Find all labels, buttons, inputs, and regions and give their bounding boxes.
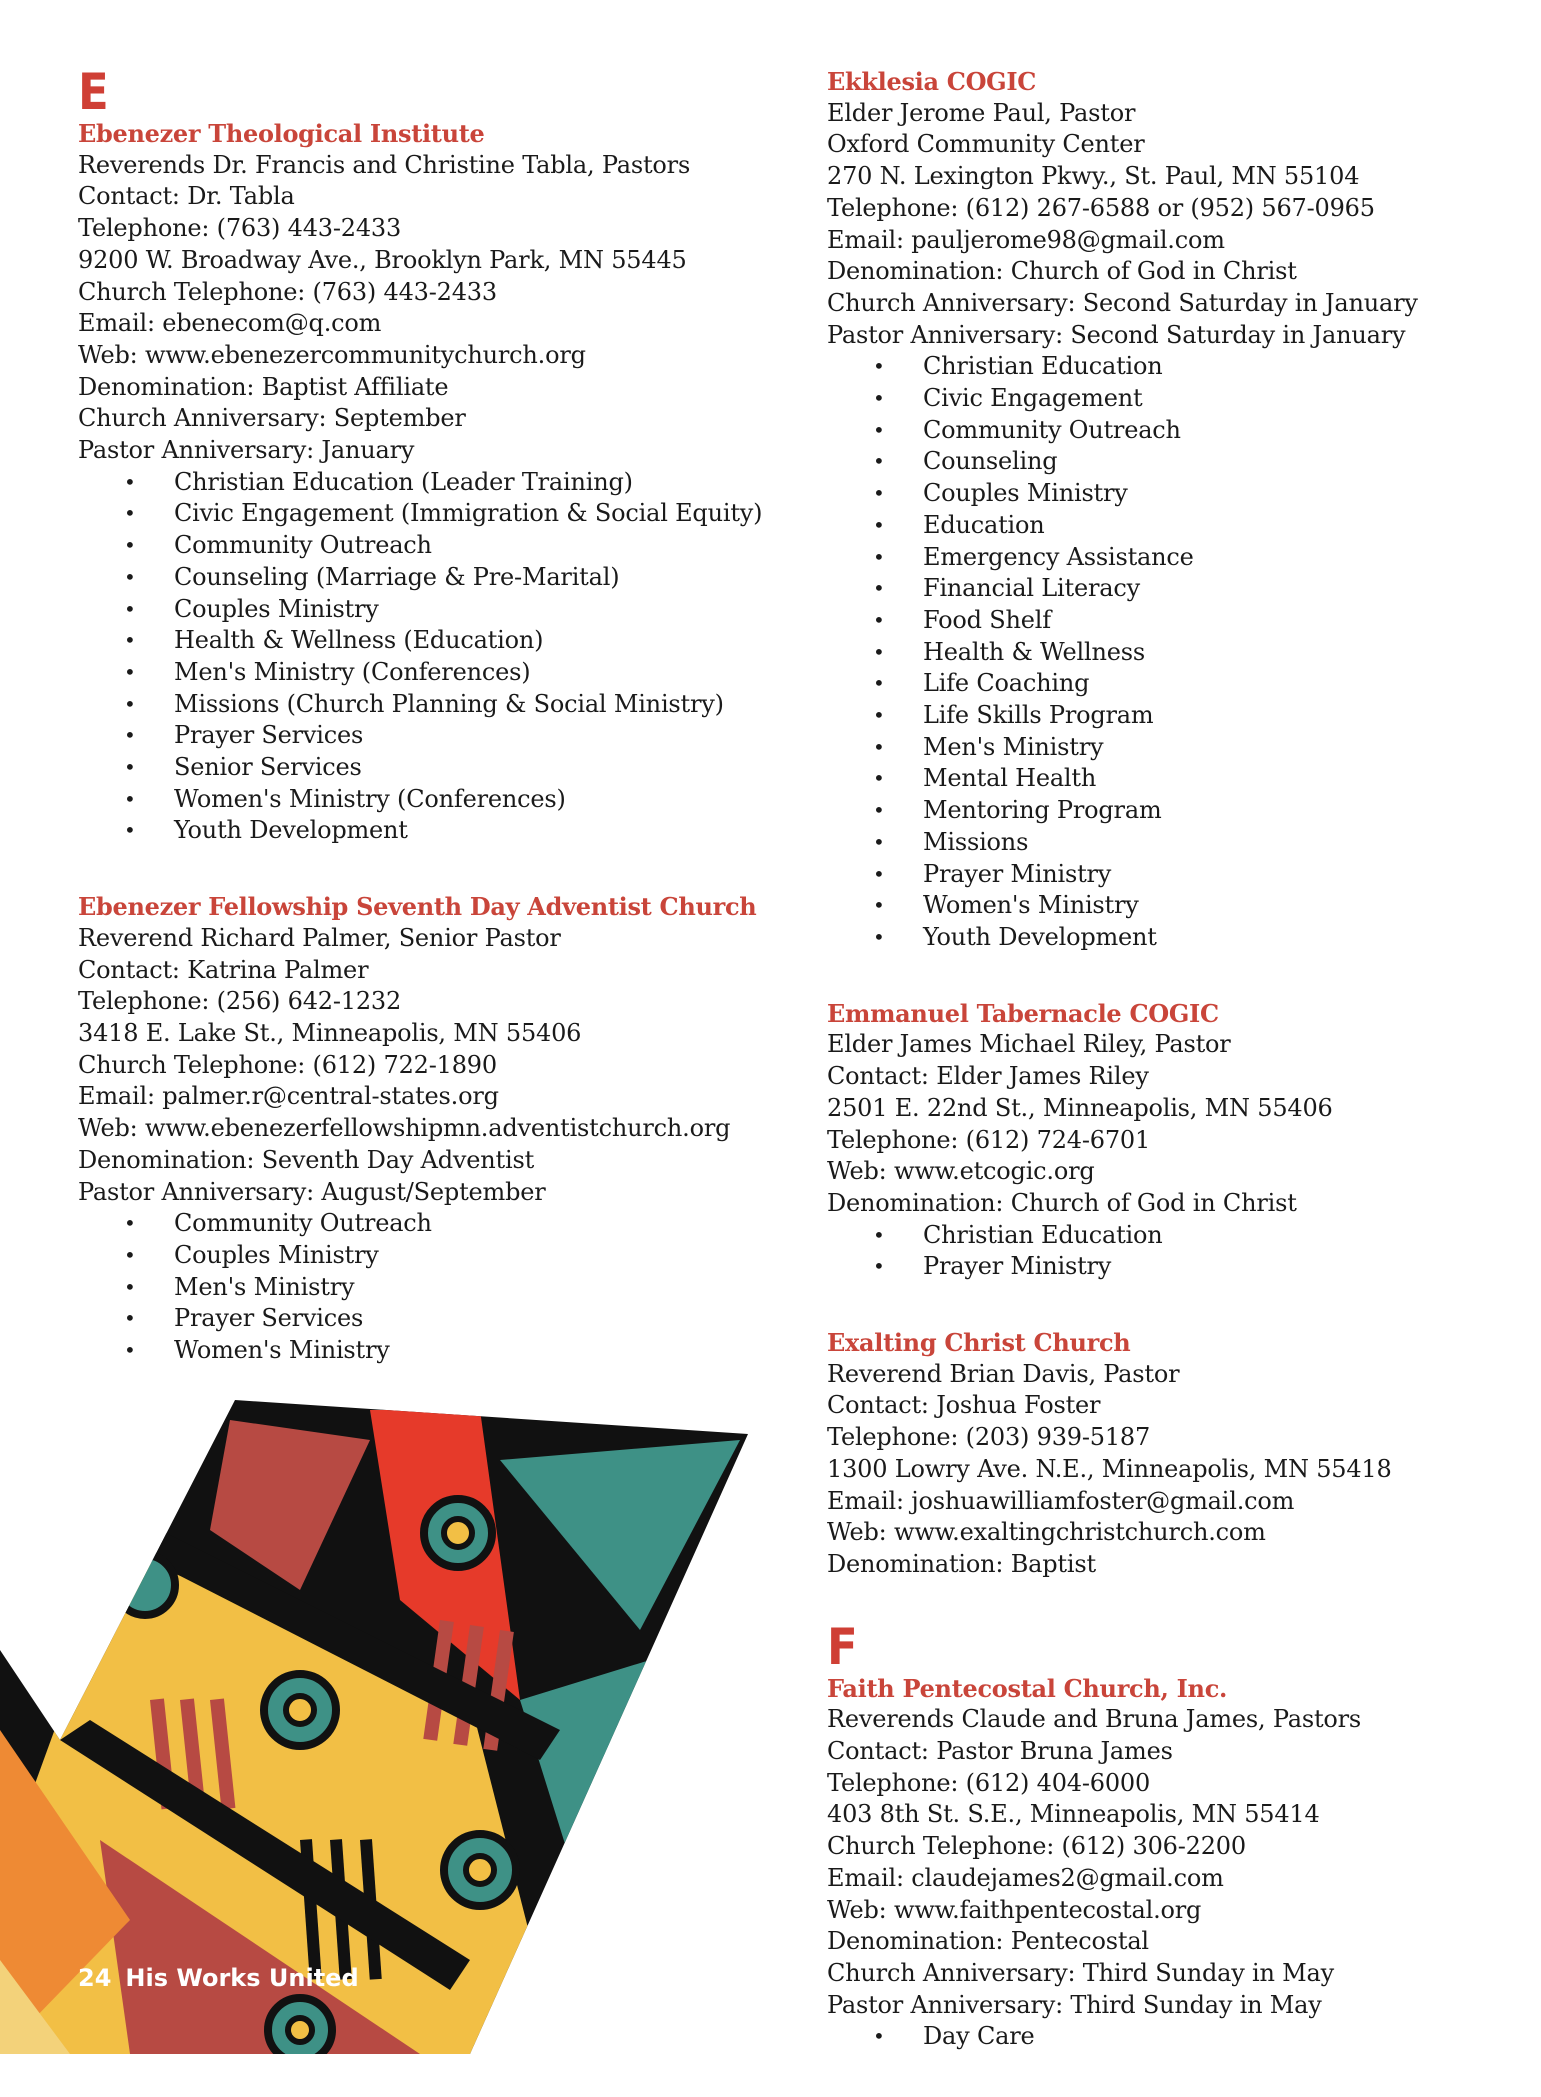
ministry-item: • Couples Ministry [78, 1240, 758, 1272]
entry-detail-line: Email: claudejames2@gmail.com [827, 1863, 1224, 1892]
entry-detail-line: 403 8th St. S.E., Minneapolis, MN 55414 [827, 1800, 1320, 1829]
church-entry [78, 118, 763, 847]
ministry-item: • Youth Development [827, 922, 1507, 954]
ministry-item: • Women's Ministry (Conferences) [78, 784, 758, 816]
ministry-item: • Christian Education (Leader Training) [78, 467, 758, 499]
ministry-item: • Prayer Ministry [827, 859, 1507, 891]
ministry-item: • Life Skills Program [827, 700, 1507, 732]
ministry-item: • Community Outreach [78, 530, 758, 562]
section-letter-f: F [827, 1617, 858, 1676]
entry-detail-line: Email: palmer.r@central-states.org [78, 1082, 499, 1111]
entry-detail-line: Web: www.ebenezercommunitychurch.org [78, 340, 586, 369]
entry-detail-line: Web: www.exaltingchristchurch.com [827, 1518, 1266, 1547]
entry-detail-line: Web: www.ebenezerfellowshipmn.adventistchurch.org [78, 1114, 731, 1143]
entry-detail-line: Contact: Joshua Foster [827, 1391, 1101, 1420]
ministry-item: • Christian Education [827, 1220, 1507, 1252]
section-letter-e: E [78, 63, 109, 121]
entry-detail-line: Contact: Dr. Tabla [78, 182, 295, 211]
ministry-item: • Health & Wellness [827, 637, 1507, 669]
ministry-list [78, 467, 763, 847]
right-entries-e [827, 66, 1507, 1581]
ministry-item: • Civic Engagement (Immigration & Social Equity) [78, 498, 758, 530]
ministry-list [78, 1208, 758, 1367]
ministry-item: • Couples Ministry [827, 478, 1507, 510]
entry-detail-line: 3418 E. Lake St., Minneapolis, MN 55406 [78, 1018, 582, 1047]
church-name: Ebenezer Fellowship Seventh Day Adventist Church [78, 892, 757, 922]
ministry-item: • Missions (Church Planning & Social Ministry) [78, 689, 758, 721]
ministry-item: • Food Shelf [827, 605, 1507, 637]
church-name: Faith Pentecostal Church, Inc. [827, 1673, 1228, 1703]
entry-detail-line: 1300 Lowry Ave. N.E., Minneapolis, MN 55418 [827, 1454, 1392, 1483]
publication-name: His Works United [125, 1964, 359, 1992]
right-entries-f [827, 1673, 1507, 2053]
entry-detail-line: Telephone: (203) 939-5187 [827, 1423, 1151, 1452]
entry-detail-line: Telephone: (612) 404-6000 [827, 1768, 1151, 1797]
entry-detail-line: Telephone: (256) 642-1232 [78, 987, 402, 1016]
ministry-item: • Men's Ministry (Conferences) [78, 657, 758, 689]
left-column [78, 63, 763, 1411]
ministry-item: • Youth Development [78, 815, 758, 847]
ministry-item: • Christian Education [827, 351, 1507, 383]
entry-detail-line: Telephone: (612) 267-6588 or (952) 567-0965 [827, 193, 1375, 222]
ministry-item: • Women's Ministry [827, 890, 1507, 922]
ministry-list [827, 2021, 1507, 2053]
entry-detail-line: Pastor Anniversary: Second Saturday in January [827, 320, 1406, 349]
ministry-item: • Prayer Services [78, 1303, 758, 1335]
ministry-item: • Emergency Assistance [827, 542, 1507, 574]
entry-detail-line: Elder Jerome Paul, Pastor [827, 98, 1136, 127]
ministry-list [827, 1220, 1507, 1283]
entry-detail-line: Denomination: Baptist [827, 1549, 1096, 1578]
church-name: Emmanuel Tabernacle COGIC [827, 998, 1219, 1028]
page-number: 24 [78, 1964, 112, 1992]
ministry-item: • Financial Literacy [827, 573, 1507, 605]
entry-detail-line: Web: www.faithpentecostal.org [827, 1895, 1202, 1924]
right-column [827, 66, 1507, 2097]
ministry-item: • Health & Wellness (Education) [78, 625, 758, 657]
entry-detail-line: Church Anniversary: Third Sunday in May [827, 1958, 1335, 1987]
decorative-tribal-pattern [0, 1400, 760, 2054]
entry-detail-line: Denomination: Church of God in Christ [827, 1188, 1297, 1217]
church-name: Exalting Christ Church [827, 1328, 1131, 1358]
ministry-item: • Civic Engagement [827, 383, 1507, 415]
entry-detail-line: Telephone: (612) 724-6701 [827, 1125, 1151, 1154]
entry-detail-line: 9200 W. Broadway Ave., Brooklyn Park, MN 55445 [78, 245, 687, 274]
entry-detail-line: Email: ebenecom@q.com [78, 309, 382, 338]
ministry-item: • Community Outreach [827, 415, 1507, 447]
ministry-item: • Community Outreach [78, 1208, 758, 1240]
entry-detail-line: Email: joshuawilliamfoster@gmail.com [827, 1486, 1295, 1515]
entry-detail-line: Reverend Richard Palmer, Senior Pastor [78, 923, 561, 952]
church-entry [78, 891, 758, 1367]
entry-detail-line: Elder James Michael Riley, Pastor [827, 1030, 1231, 1059]
ministry-item: • Mental Health [827, 763, 1507, 795]
entry-detail-line: Denomination: Church of God in Christ [827, 257, 1297, 286]
entry-detail-line: Denomination: Baptist Affiliate [78, 372, 449, 401]
church-entry [827, 998, 1507, 1283]
ministry-item: • Prayer Services [78, 720, 758, 752]
ministry-item: • Senior Services [78, 752, 758, 784]
entry-detail-line: Church Telephone: (763) 443-2433 [78, 277, 497, 306]
entry-detail-line: Telephone: (763) 443-2433 [78, 214, 402, 243]
left-entries [78, 118, 763, 1367]
ministry-item: • Counseling [827, 446, 1507, 478]
page-footer [78, 1964, 373, 1992]
entry-detail-line: Web: www.etcogic.org [827, 1157, 1095, 1186]
church-entry [827, 1327, 1507, 1581]
ministry-item: • Women's Ministry [78, 1335, 758, 1367]
church-entry [827, 1673, 1507, 2053]
entry-detail-line: Contact: Katrina Palmer [78, 955, 369, 984]
ministry-item: • Education [827, 510, 1507, 542]
ministry-item: • Couples Ministry [78, 594, 758, 626]
ministry-list [827, 351, 1507, 953]
ministry-item: • Day Care [827, 2021, 1507, 2053]
church-name: Ekklesia COGIC [827, 67, 1037, 96]
church-name: Ebenezer Theological Institute [78, 119, 485, 148]
entry-detail-line: Contact: Elder James Riley [827, 1062, 1149, 1091]
entry-detail-line: Reverends Claude and Bruna James, Pastors [827, 1705, 1362, 1734]
entry-detail-line: Denomination: Pentecostal [827, 1927, 1149, 1956]
entry-detail-line: 270 N. Lexington Pkwy., St. Paul, MN 55104 [827, 162, 1360, 191]
entry-detail-line: Church Anniversary: Second Saturday in January [827, 288, 1418, 317]
entry-detail-line: Church Telephone: (612) 722-1890 [78, 1050, 497, 1079]
entry-detail-line: Contact: Pastor Bruna James [827, 1737, 1173, 1766]
ministry-item: • Men's Ministry [827, 732, 1507, 764]
ministry-item: • Missions [827, 827, 1507, 859]
entry-detail-line: Reverend Brian Davis, Pastor [827, 1359, 1180, 1388]
entry-detail-line: Denomination: Seventh Day Adventist [78, 1145, 535, 1174]
entry-detail-line: 2501 E. 22nd St., Minneapolis, MN 55406 [827, 1093, 1333, 1122]
entry-detail-line: Oxford Community Center [827, 130, 1145, 159]
entry-detail-line: Church Anniversary: September [78, 404, 466, 433]
ministry-item: • Mentoring Program [827, 795, 1507, 827]
entry-detail-line: Church Telephone: (612) 306-2200 [827, 1832, 1246, 1861]
entry-detail-line: Pastor Anniversary: August/September [78, 1177, 546, 1206]
entry-detail-line: Pastor Anniversary: Third Sunday in May [827, 1990, 1322, 2019]
ministry-item: • Men's Ministry [78, 1272, 758, 1304]
entry-detail-line: Pastor Anniversary: January [78, 436, 415, 465]
ministry-item: • Prayer Ministry [827, 1251, 1507, 1283]
church-entry [827, 66, 1507, 954]
entry-detail-line: Email: pauljerome98@gmail.com [827, 225, 1225, 254]
ministry-item: • Life Coaching [827, 668, 1507, 700]
entry-detail-line: Reverends Dr. Francis and Christine Tabla, Pastors [78, 150, 691, 179]
ministry-item: • Counseling (Marriage & Pre-Marital) [78, 562, 758, 594]
